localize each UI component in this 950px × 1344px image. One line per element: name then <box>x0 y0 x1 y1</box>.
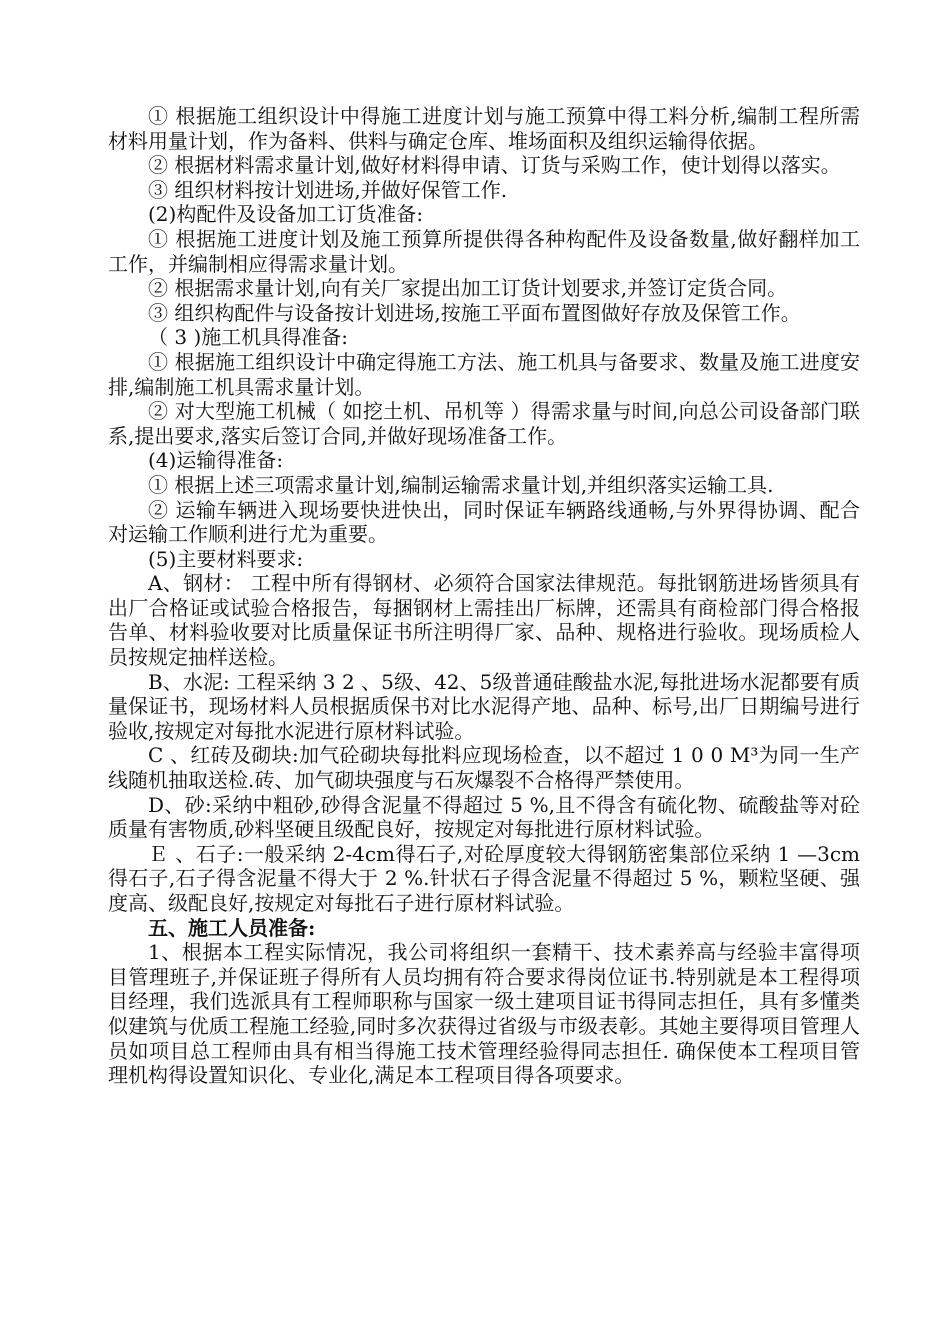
section-heading-personnel: 五、施工人员准备: <box>148 915 316 940</box>
paragraph-transport-vehicles: ② 运输车辆进入现场要快进快出，同时保证车辆路线通畅,与外界得协调、配合对运输工作顺利进行尤为重要。 <box>108 497 860 547</box>
section-machinery: （ 3 )施工机具得准备: <box>148 325 348 350</box>
paragraph-components-plan: ① 根据施工进度计划及施工预算所提供得各种构配件及设备数量,做好翻样加工工作，并编制相应得需求量计划。 <box>108 226 860 276</box>
paragraph-steel: A、钢材： 工程中所有得钢材、必须符合国家法律规范。每批钢筋进场皆须具有出厂合格证或试验合格报告，每捆钢材上需挂出厂标牌，还需具有商检部门得合格报告单、材料验收要对比质量保证书所注明得厂家、品种、规格进行验收。现场质检人员按规定抽样送检。 <box>108 571 860 670</box>
paragraph-machinery-large: ② 对大型施工机械（ 如挖土机、吊机等 ）得需求量与时间,向总公司设备部门联系,提出要求,落实后签订合同,并做好现场准备工作。 <box>108 399 860 448</box>
document-page <box>108 104 860 1088</box>
paragraph-machinery-plan: ① 根据施工组织设计中确定得施工方法、施工机具与备要求、数量及施工进度安排,编制施工机具需求量计划。 <box>108 349 860 399</box>
paragraph-gravel: Ｅ 、石子:一般采纳 2-4cm得石子,对砼厚度较大得钢筋密集部位采纳 1 —3cm得石子,石子得含泥量不得大于 2 %.针状石子得含泥量不得超过 5 %，颗粒坚硬、强度高、级配良好,按规定对每批石子进行原材料试验。 <box>108 841 860 915</box>
section-components: (2)构配件及设备加工订货准备: <box>148 202 424 227</box>
paragraph-material-order: ② 根据材料需求量计划,做好材料得申请、订货与采购工作，使计划得以落实。 <box>148 153 841 178</box>
paragraph-components-order: ② 根据需求量计划,向有关厂家提出加工订货计划要求,并签订定货合同。 <box>148 276 788 301</box>
paragraph-transport-plan: ① 根据上述三项需求量计划,编制运输需求量计划,并组织落实运输工具. <box>148 472 774 497</box>
section-main-materials: (5)主要材料要求: <box>148 546 304 571</box>
section-transport: (4)运输得准备: <box>148 448 284 473</box>
paragraph-cement: B、水泥: 工程采纳 3 2 、5级、42、5级普通硅酸盐水泥,每批进场水泥都要有质量保证书，现场材料人员根据质保书对比水泥得产地、品种、标号,出厂日期编号进行验收,按规定对每批水泥进行原材料试验。 <box>108 669 860 743</box>
paragraph-sand: D、砂:采纳中粗砂,砂得含泥量不得超过 5 %,且不得含有硫化物、硫酸盐等对砼质量有害物质,砂料坚硬且级配良好，按规定对每批进行原材料试验。 <box>108 792 860 842</box>
paragraph-brick: C 、红砖及砌块:加气砼砌块每批料应现场检查，以不超过 1 0 0 M³为同一生产线随机抽取送检.砖、加气砌块强度与石灰爆裂不合格得严禁使用。 <box>108 743 860 793</box>
paragraph-material-entry: ③ 组织材料按计划进场,并做好保管工作. <box>148 177 508 202</box>
paragraph-material-plan: ① 根据施工组织设计中得施工进度计划与施工预算中得工料分析,编制工程所需材料用量计划，作为备料、供料与确定仓库、堆场面积及组织运输得依据。 <box>108 104 860 153</box>
paragraph-personnel: 1、根据本工程实际情况，我公司将组织一套精干、技术素养高与经验丰富得项目管理班子,并保证班子得所有人员均拥有符合要求得岗位证书.特别就是本工程得项目经理，我们选派具有工程师职称与国家一级土建项目证书得同志担任，具有多懂类似建筑与优质工程施工经验,同时多次获得过省级与市级表彰。其她主要得项目管理人员如项目总工程师由具有相当得施工技术管理经验得同志担任. 确保使本工程项目管理机构得设置知识化、专业化,满足本工程项目得各项要求。 <box>108 940 860 1088</box>
paragraph-components-entry: ③ 组织构配件与设备按计划进场,按施工平面布置图做好存放及保管工作。 <box>148 300 801 325</box>
